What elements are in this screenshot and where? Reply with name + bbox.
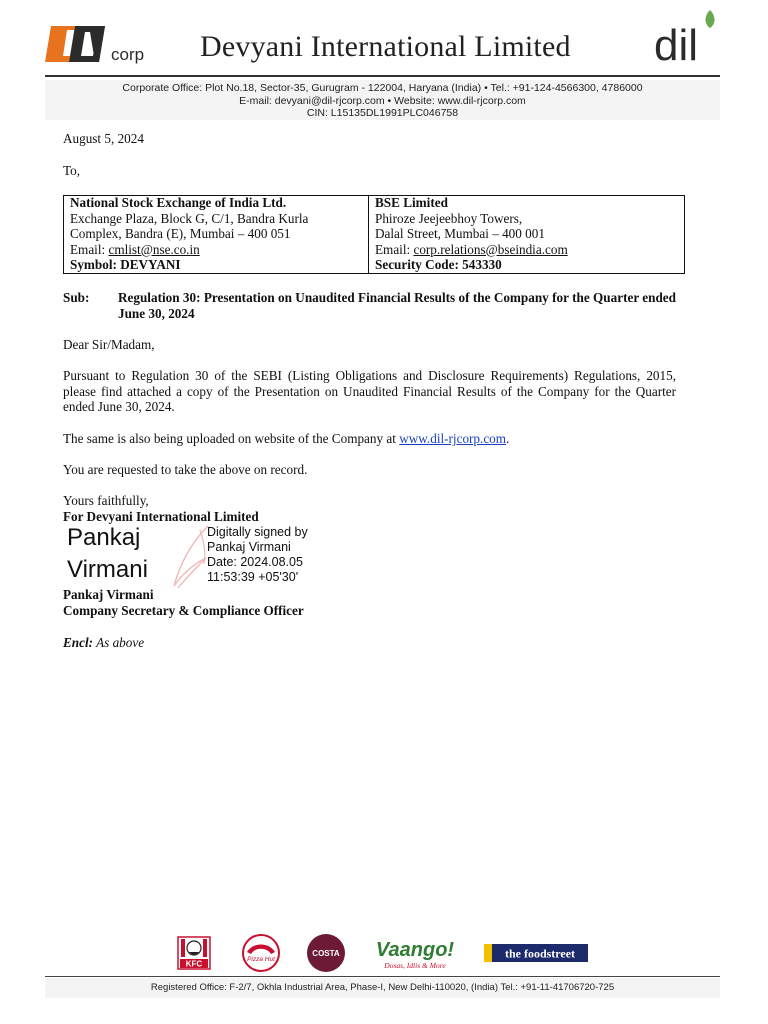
bse-email-label: Email: [375,241,414,257]
enclosure-label: Encl: [63,635,94,650]
subject-text: Regulation 30: Presentation on Unaudited Financial Results of the Company for the Quarter ended June 30, 2024 [118,290,676,321]
bse-email-link[interactable]: corp.relations@bseindia.com [413,241,568,257]
addressee-bse [375,195,680,273]
letter-date: August 5, 2024 [63,131,144,146]
footer-divider [45,976,720,977]
paragraph-2-suffix: . [506,431,510,446]
kfc-text: KFC [185,959,203,969]
nse-address-line-1: Exchange Plaza, Block G, C/1, Bandra Kurla [70,210,309,226]
subject-label: Sub: [63,290,90,305]
addressee-table-divider [368,195,369,274]
vaango-text: Vaango! [375,939,455,961]
header-divider [45,75,720,77]
nse-email-label: Email: [70,241,109,257]
signature-time: 11:53:39 +05'30' [207,570,299,584]
signature-detail-1: Digitally signed by [207,525,308,539]
bse-name: BSE Limited [375,195,448,210]
body-paragraph-2 [63,431,676,447]
pizza-hut-text: Pizza Hut [247,956,275,963]
vaango-logo [372,934,458,972]
costa-text: COSTA [312,949,340,958]
body-paragraph-1: Pursuant to Regulation 30 of the SEBI (Listing Obligations and Disclosure Requirements) Regulations, 2015, please find attached a copy of the Presentation on Unaudited Financial Results of the Company for the Quarter ended June 30, 2024. [63,368,676,414]
rj-corp-logo [45,22,163,66]
signature-date: Date: 2024.08.05 [207,555,303,569]
signer-title: Company Secretary & Compliance Officer [63,603,304,618]
dil-logo [652,8,724,68]
nse-email-link[interactable]: cmlist@nse.co.in [108,241,200,257]
nse-email-row [70,242,365,258]
logo-text: corp [111,45,145,64]
to-label: To, [63,163,81,178]
signer-name: Pankaj Virmani [63,587,154,602]
bse-email-row [375,242,680,258]
email-website-line: E-mail: devyani@dil-rjcorp.com • Website: www.dil-rjcorp.com [239,95,526,107]
nse-address-line-2: Complex, Bandra (E), Mumbai – 400 051 [70,226,291,241]
signature-detail-2: Pankaj Virmani [207,540,291,554]
bse-address-line-1: Phiroze Jeejeebhoy Towers, [375,210,523,226]
registered-office: Registered Office: F-2/7, Okhla Industrial Area, Phase-I, New Delhi-110020, (India) Tel.: +91-11-41706720-725 [150,982,615,993]
foodstreet-logo [484,944,588,962]
salutation: Dear Sir/Madam, [63,337,155,352]
closing: Yours faithfully, [63,493,149,508]
pizza-hut-logo [241,934,281,972]
company-website-link[interactable]: www.dil-rjcorp.com [399,431,507,446]
signature-name-line-2: Virmani [67,556,148,583]
foodstreet-text: the foodstreet [504,946,576,961]
bse-security-code: Security Code: 543330 [375,257,502,272]
vaango-tagline: Dosas, Idlis & More [384,961,446,970]
nse-symbol: Symbol: DEVYANI [70,257,181,272]
signature-name-line-1: Pankaj [67,524,141,551]
paragraph-2-prefix: The same is also being uploaded on website of the Company at [63,431,400,446]
nse-name: National Stock Exchange of India Ltd. [70,195,287,210]
company-title: Devyani International Limited [200,30,571,63]
kfc-logo [176,935,212,971]
for-company: For Devyani International Limited [63,509,259,524]
cin-line: CIN: L15135DL1991PLC046758 [306,107,459,119]
enclosure [63,635,144,651]
bse-address-line-2: Dalal Street, Mumbai – 400 001 [375,226,545,241]
costa-logo [306,933,346,973]
enclosure-value: As above [93,635,145,650]
dil-logo-text: dil [654,21,699,68]
body-paragraph-3: You are requested to take the above on record. [63,462,308,477]
corporate-office-line: Corporate Office: Plot No.18, Sector-35, Gurugram - 122004, Haryana (India) • Tel.: +91-124-4566300, 4786000 [122,82,643,94]
addressee-nse [70,195,365,273]
